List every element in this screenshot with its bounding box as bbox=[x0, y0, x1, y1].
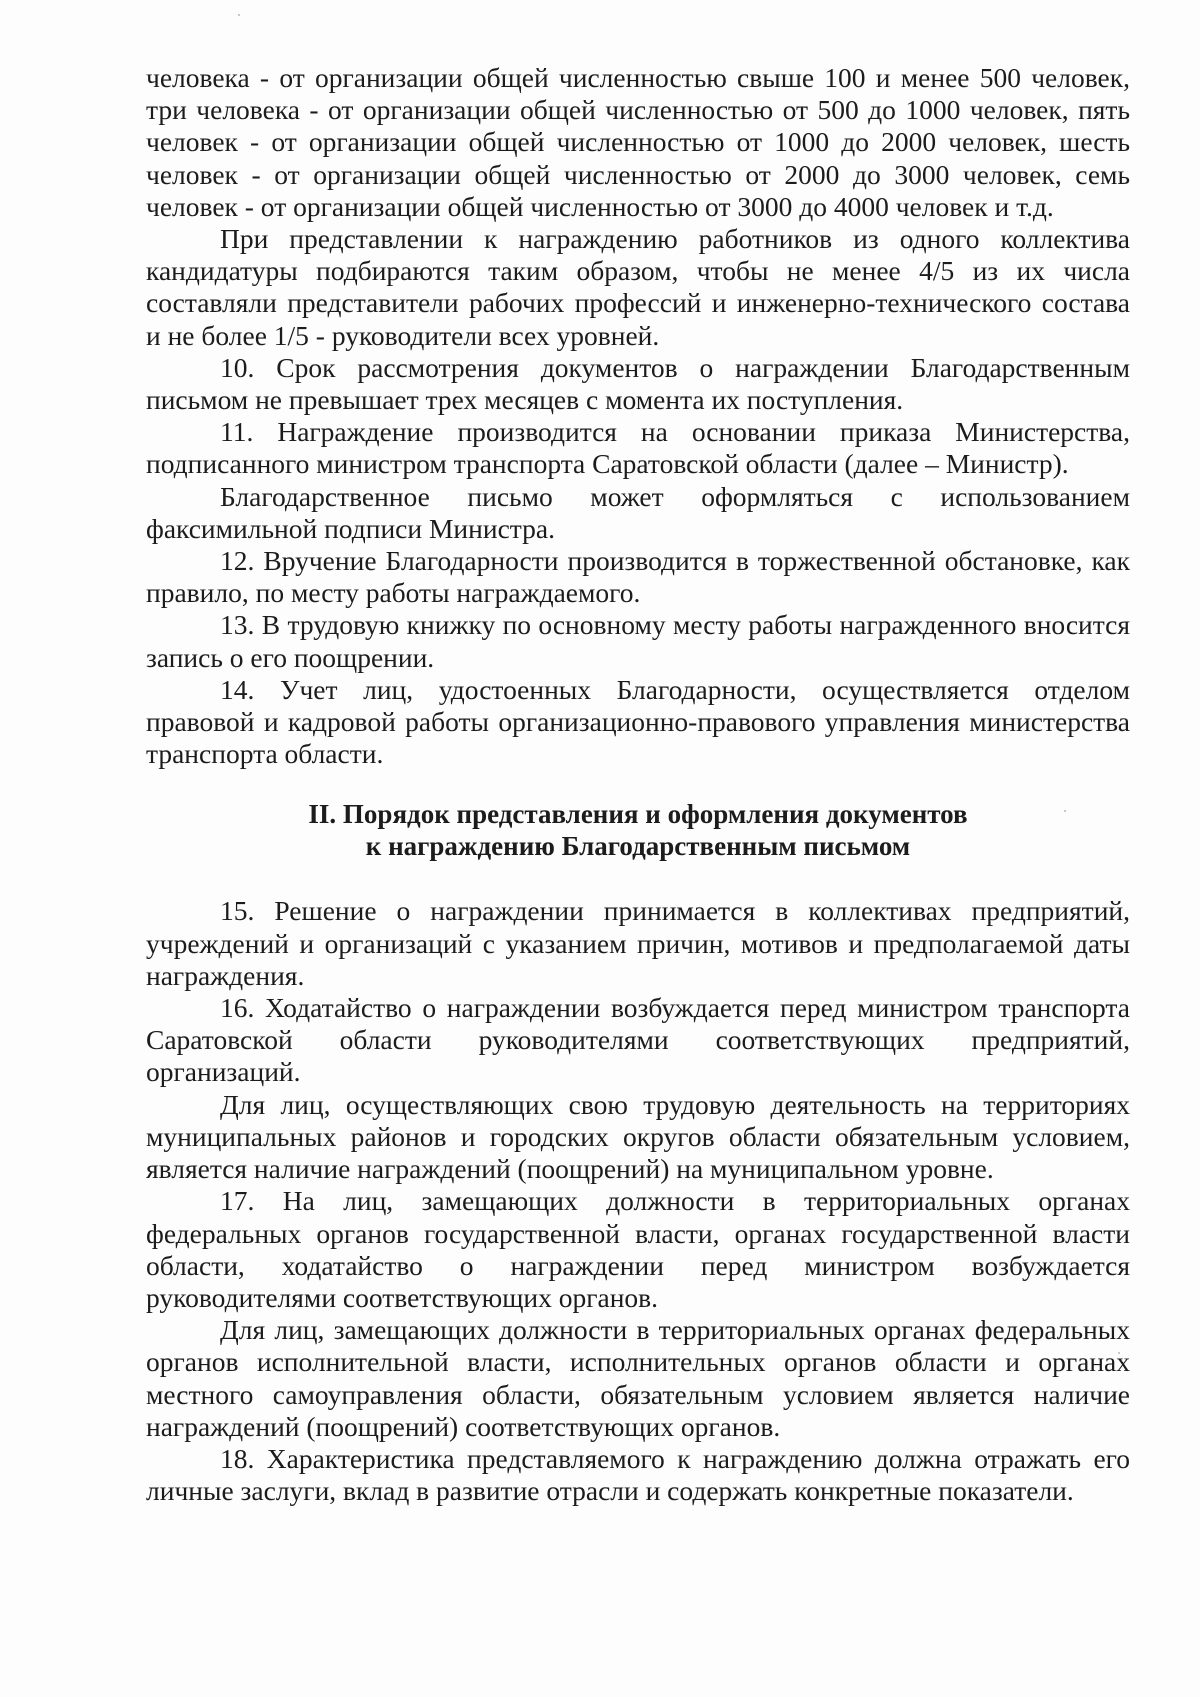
paragraph-item-18: 18. Характеристика представляемого к награждению должна отражать его личные заслуги, вклад в развитие отрасли и содержать конкретные показатели. bbox=[146, 1442, 1130, 1507]
paragraph-facsimile: Благодарственное письмо может оформляться с использованием факсимильной подписи Министра. bbox=[146, 480, 1130, 544]
paragraph-continuation: человека - от организации общей численностью свыше 100 и менее 500 человек, три человека - от организации общей численностью от 500 до 1000 человек, пять человек - от организации общей численностью от 1000 до 2000 человек, шесть человек - от организации общей численностью от 2000 до 3000 человек, семь человек - от организации общей численностью от 3000 до 4000 человек и т.д. bbox=[146, 62, 1130, 222]
paragraph-item-13: 13. В трудовую книжку по основному месту работы награжденного вносится запись о его поощрении. bbox=[146, 609, 1130, 673]
scan-speck bbox=[238, 14, 240, 16]
paragraph-item-10: 10. Срок рассмотрения документов о награждении Благодарственным письмом не превышает трех месяцев с момента их поступления. bbox=[146, 351, 1130, 416]
paragraph-item-11: 11. Награждение производится на основании приказа Министерства, подписанного министром транспорта Саратовской области (далее – Министр). bbox=[146, 416, 1130, 480]
paragraph-item-16: 16. Ходатайство о награждении возбуждается перед министром транспорта Саратовской области руководителями соответствующих предприятий, организаций. bbox=[146, 992, 1130, 1088]
paragraph-item-17: 17. На лиц, замещающих должности в территориальных органах федеральных органов государственной власти, органах государственной власти области, ходатайство о награждении перед министром возбуждается руководителями соответствующих органов. bbox=[146, 1185, 1130, 1313]
paragraph-item-14: 14. Учет лиц, удостоенных Благодарности, осуществляется отделом правовой и кадровой работы организационно-правового управления министерства транспорта области. bbox=[146, 673, 1130, 770]
paragraph-candidates-ratio: При представлении к награждению работников из одного коллектива кандидатуры подбираются таким образом, чтобы не менее 4/5 из их числа составляли представители рабочих профессий и инженерно-технического состава и не более 1/5 - руководители всех уровней. bbox=[146, 223, 1130, 351]
document-body bbox=[146, 62, 1130, 1507]
section-heading-line-2: к награждению Благодарственным письмом bbox=[365, 831, 911, 862]
paragraph-item-12: 12. Вручение Благодарности производится в торжественной обстановке, как правило, по месту работы награждаемого. bbox=[146, 545, 1130, 609]
paragraph-item-15: 15. Решение о награждении принимается в коллективах предприятий, учреждений и организаций с указанием причин, мотивов и предполагаемой даты награждения. bbox=[146, 895, 1130, 991]
section-heading bbox=[146, 798, 1130, 862]
section-heading-line-1: II. Порядок представления и оформления документов bbox=[308, 799, 968, 830]
paragraph-executive-condition: Для лиц, замещающих должности в территориальных органах федеральных органов исполнительной власти, исполнительных органов области и органах местного самоуправления области, обязательным условием является наличие награждений (поощрений) соответствующих органов. bbox=[146, 1314, 1130, 1442]
paragraph-municipal-condition: Для лиц, осуществляющих свою трудовую деятельность на территориях муниципальных районов и городских округов области обязательным условием, является наличие награждений (поощрений) на муниципальном уровне. bbox=[146, 1088, 1130, 1185]
